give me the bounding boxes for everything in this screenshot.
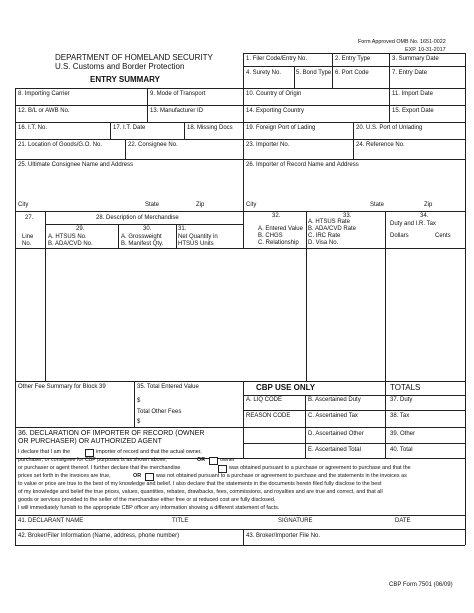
importer-of-record-label: 26. Importer of Record Name and Address	[246, 162, 359, 168]
no-label: No.	[22, 241, 32, 247]
broker-importer-file-label: 43. Broker/Importer File No.	[246, 533, 321, 539]
col-34-label: 34.	[420, 213, 429, 219]
broker-filer-info-label: 42. Broker/Filer Information (Name, address, phone number)	[18, 533, 180, 539]
declaration-line-4: prices set forth in the invoices are true,	[18, 473, 111, 479]
declaration-line-4b: was not obtained pursuant to a purchase or agreement to purchase and the statements in the invoices as	[156, 473, 407, 479]
importer-zip-label: Zip	[424, 202, 433, 208]
declaration-line-1b: importer of record and that the actual owner,	[96, 449, 202, 455]
importer-no-label: 23. Importer No.	[246, 142, 290, 148]
cbp-use-only-label: CBP USE ONLY	[256, 383, 316, 392]
date-label: DATE	[395, 518, 411, 524]
not-obtained-purchase-checkbox[interactable]	[145, 473, 154, 481]
title-label: TITLE	[172, 518, 189, 524]
declaration-or-2: OR	[133, 473, 142, 479]
consignee-state-label: State	[145, 202, 160, 208]
ascertained-total-label: E. Ascertained Total	[308, 447, 361, 453]
importing-carrier-label: 8. Importing Carrier	[18, 91, 70, 97]
ascertained-tax-label: C. Ascertained Tax	[308, 413, 358, 419]
totals-label: TOTALS	[390, 383, 421, 392]
port-of-unlading-label: 20. U.S. Port of Unlading	[356, 125, 423, 131]
it-date-label: 17. I.T. Date	[113, 125, 146, 131]
net-quantity-label: Net Quantity in	[178, 234, 218, 240]
bond-type-label: 5. Bond Type	[296, 70, 332, 76]
col-29-label: 29.	[76, 226, 85, 232]
obtained-purchase-checkbox[interactable]	[218, 465, 227, 473]
agency-name: U.S. Customs and Border Protection	[55, 62, 185, 71]
declaration-line-2b: owner	[220, 457, 235, 463]
declaration-line-7: goods or services provided to the seller of the merchandise either free or at reduced cost are fully disclosed.	[18, 497, 276, 503]
irc-rate-label: C. IRC Rate	[308, 233, 341, 239]
declaration-line-2a: purchaser, or consignee for CBP purposes is as shown above,	[18, 457, 167, 463]
mode-of-transport-label: 9. Mode of Transport	[150, 91, 206, 97]
surety-no-label: 4. Surety No.	[246, 70, 282, 76]
grand-total-label: 40. Total	[390, 447, 413, 453]
consignee-no-label: 22. Consignee No.	[128, 142, 178, 148]
other-fees-dollar: $	[137, 419, 141, 425]
owner-checkbox[interactable]	[209, 457, 218, 465]
importer-of-record-checkbox[interactable]	[85, 449, 94, 457]
liq-code-label: A. LIQ CODE	[246, 397, 283, 403]
total-entered-value-label: 35. Total Entered Value	[137, 384, 199, 390]
ascertained-duty-label: B. Ascertained Duty	[308, 397, 361, 403]
signature-label: SIGNATURE	[278, 518, 313, 524]
importer-city-label: City	[246, 202, 257, 208]
import-date-label: 11. Import Date	[392, 91, 433, 97]
col-32-label: 32.	[272, 213, 281, 219]
port-of-lading-label: 19. Foreign Port of Lading	[246, 125, 316, 131]
filer-code-label: 1. Filer Code/Entry No.	[246, 56, 308, 62]
entered-value-dollar: $	[137, 398, 141, 404]
missing-docs-label: 18. Missing Docs	[187, 125, 233, 131]
ada-cvd-no-label: B. ADA/CVD No.	[48, 241, 93, 247]
manifest-qty-label: B. Manifest Qty.	[121, 241, 164, 247]
htsus-units-label: HTSUS Units	[178, 241, 214, 247]
htsus-rate-label: A. HTSUS Rate	[308, 219, 351, 225]
declaration-line-8: I will immediately furnish to the appropriate CBP officer any information showing a different statement of facts.	[18, 505, 280, 511]
export-date-label: 15. Export Date	[392, 108, 434, 114]
bl-awb-label: 12. B/L or AWB No.	[18, 108, 70, 114]
relationship-label: C. Relationship	[258, 240, 299, 246]
entry-type-label: 2. Entry Type	[335, 56, 371, 62]
reference-no-label: 24. Reference No.	[356, 142, 405, 148]
ultimate-consignee-label: 25. Ultimate Consignee Name and Address	[18, 162, 134, 168]
duty-total-label: 37. Duty	[390, 397, 413, 403]
ada-cvd-rate-label: B. ADA/CVD Rate	[308, 226, 357, 232]
declaration-or-1: OR	[197, 457, 206, 463]
omb-approval: Form Approved OMB No. 1651-0022	[358, 39, 446, 45]
duty-tax-label: Duty and I.R. Tax	[390, 221, 436, 227]
summary-date-label: 3. Summary Date	[392, 56, 439, 62]
tax-total-label: 38. Tax	[390, 413, 410, 419]
consignee-zip-label: Zip	[196, 202, 205, 208]
entered-value-label: A. Entered Value	[258, 226, 303, 232]
declaration-line-3b: was obtained pursuant to a purchase or agreement to purchase and that the	[229, 465, 411, 471]
other-fee-summary-label: Other Fee Summary for Block 39	[18, 384, 106, 390]
col-27-label: 27.	[25, 215, 34, 221]
grossweight-label: A. Grossweight	[121, 234, 162, 240]
country-of-origin-label: 10. Country of Origin	[246, 91, 302, 97]
location-of-goods-label: 21. Location of Goods/G.O. No.	[18, 142, 103, 148]
dollars-label: Dollars	[390, 233, 409, 239]
col-30-label: 30.	[143, 226, 152, 232]
omb-expiry: EXP. 10-31-2017	[405, 47, 446, 53]
manufacturer-id-label: 13. Manufacturer ID	[150, 108, 204, 114]
line-label: Line	[22, 234, 34, 240]
reason-code-label: REASON CODE	[246, 413, 291, 419]
declaration-heading-2: OR PURCHASER) OR AUTHORIZED AGENT	[18, 438, 162, 445]
it-no-label: 16. I.T. No.	[18, 125, 48, 131]
cents-label: Cents	[435, 233, 451, 239]
ascertained-other-label: D. Ascertained Other	[308, 431, 364, 437]
entry-date-label: 7. Entry Date	[392, 70, 428, 76]
exporting-country-label: 14. Exporting Country	[246, 108, 305, 114]
chgs-label: B. CHGS	[258, 233, 283, 239]
col-31-label: 31.	[178, 226, 187, 232]
other-total-label: 39. Other	[390, 431, 416, 437]
declaration-line-3a: or purchaser or agent thereof. I further declare that the merchandise	[18, 465, 181, 471]
total-other-fees-label: Total Other Fees	[137, 409, 182, 415]
declarant-name-label: 41. DECLARANT NAME	[18, 518, 84, 524]
col-28-label: 28. Description of Merchandise	[96, 215, 179, 221]
declaration-line-1a: I declare that I am the	[18, 449, 71, 455]
consignee-city-label: City	[18, 202, 29, 208]
port-code-label: 6. Port Code	[335, 70, 369, 76]
col-33-label: 33.	[343, 213, 352, 219]
declaration-line-5: to value or price are true to the best of my knowledge and belief. I also declare that the statements in the documents herein filed fully disclose to the best	[18, 481, 382, 487]
form-number: CBP Form 7501 (06/09)	[389, 582, 453, 588]
declaration-line-6: of my knowledge and belief the true prices, values, quantities, rebates, drawbacks, fees, commissions, and royalties and are true and correct, and that all	[18, 489, 383, 495]
department-name: DEPARTMENT OF HOMELAND SECURITY	[55, 53, 213, 62]
importer-state-label: State	[370, 202, 385, 208]
form-title: ENTRY SUMMARY	[90, 75, 160, 84]
visa-no-label: D. Visa No.	[308, 240, 339, 246]
declaration-heading-1: 36. DECLARATION OF IMPORTER OF RECORD (OWNER	[18, 430, 205, 437]
htsus-no-label: A. HTSUS No.	[48, 234, 87, 240]
